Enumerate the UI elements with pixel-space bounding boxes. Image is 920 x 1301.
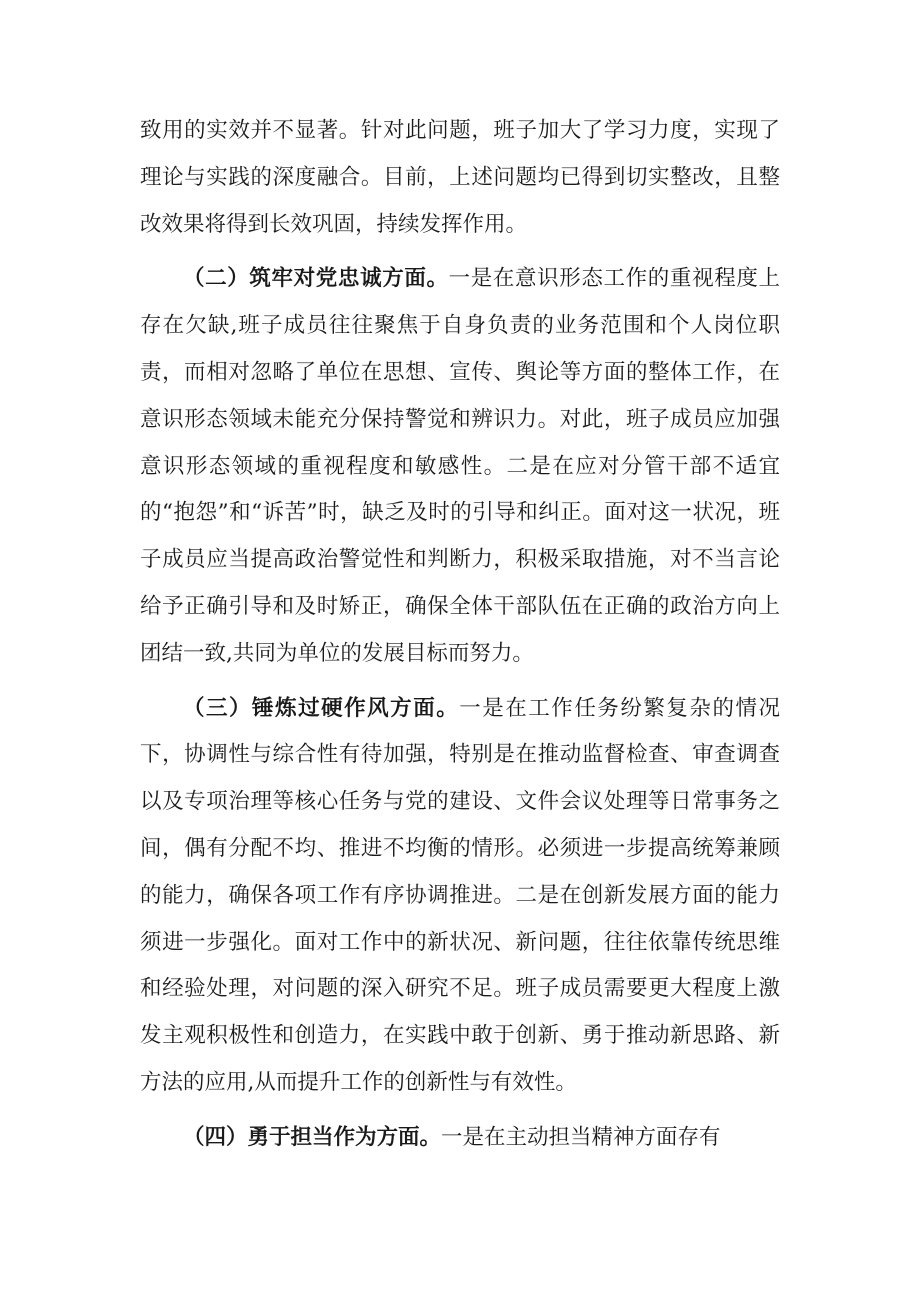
section-body-2: 一是在意识形态工作的重视程度上存在欠缺,班子成员往往聚焦于自身负责的业务范围和个人岗位职责，而相对忽略了单位在思想、宣传、舆论等方面的整体工作，在意识形态领域未能充分保持警觉和辨识力。对此，班子成员应加强意识形态领域的重视程度和敏感性。二是在应对分管干部不适宜的“抱怨”和“诉苦”时，缺乏及时的引导和纠正。面对这一状况，班子成员应当提高政治警觉性和判断力，积极采取措施，对不当言论给予正确引导和及时矫正，确保全体干部队伍在正确的政治方向上团结一致,共同为单位的发展目标而努力。	[140, 266, 780, 666]
section-paragraph-2	[140, 256, 780, 677]
section-body-4: 一是在主动担当精神方面存有	[441, 1124, 721, 1150]
section-paragraph-4	[140, 1115, 780, 1162]
section-paragraph-3	[140, 686, 780, 1107]
section-heading-4: （四）勇于担当作为方面。	[183, 1124, 442, 1150]
document-body	[140, 108, 780, 1162]
continuation-paragraph	[140, 108, 780, 248]
section-heading-3: （三）锤炼过硬作风方面。	[183, 695, 460, 721]
section-heading-2: （二）筑牢对党忠诚方面。	[183, 266, 449, 292]
section-body-3: 一是在工作任务纷繁复杂的情况下，协调性与综合性有待加强，特别是在推动监督检查、审查调查以及专项治理等核心任务与党的建设、文件会议处理等日常事务之间，偶有分配不均、推进不均衡的情形。必须进一步提高统筹兼顾的能力，确保各项工作有序协调推进。二是在创新发展方面的能力须进一步强化。面对工作中的新状况、新问题，往往依靠传统思维和经验处理，对问题的深入研究不足。班子成员需要更大程度上激发主观积极性和创造力，在实践中敢于创新、勇于推动新思路、新方法的应用,从而提升工作的创新性与有效性。	[140, 695, 780, 1095]
continuation-text: 致用的实效并不显著。针对此问题，班子加大了学习力度，实现了理论与实践的深度融合。目前，上述问题均已得到切实整改，且整改效果将得到长效巩固，持续发挥作用。	[140, 118, 780, 237]
